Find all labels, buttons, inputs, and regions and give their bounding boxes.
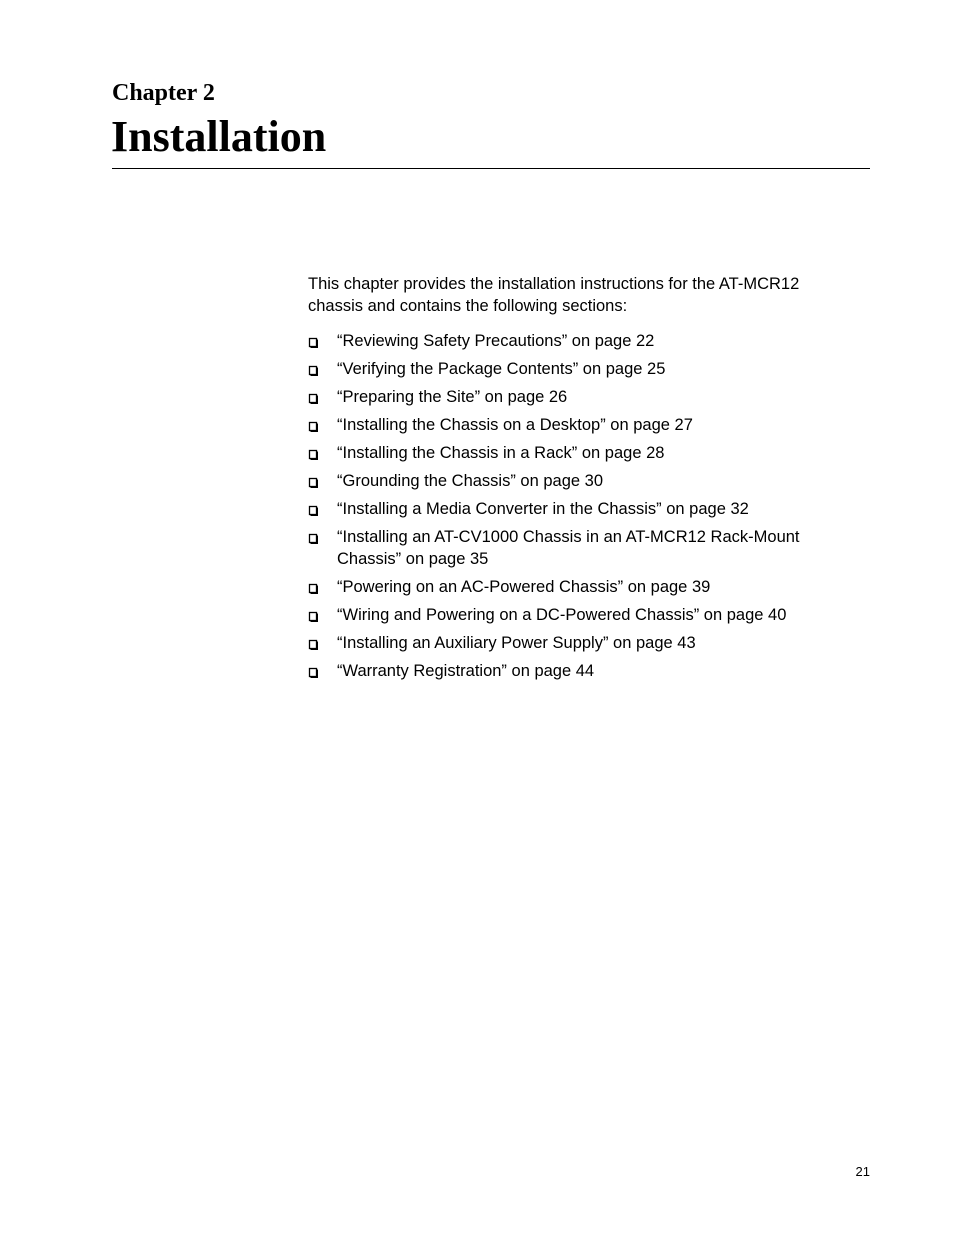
section-list-item[interactable] [308,633,848,655]
section-list-item[interactable] [308,415,848,437]
section-link-text[interactable]: “Reviewing Safety Precautions” on page 22 [337,332,655,350]
checkbox-icon [308,533,319,544]
section-list-item[interactable] [308,661,848,683]
checkbox-icon [308,505,319,516]
chapter-label: Chapter 2 [112,80,215,106]
section-list-item[interactable] [308,443,848,465]
section-list-item[interactable] [308,331,848,353]
intro-paragraph: This chapter provides the installation instructions for the AT-MCR12 chassis and contains the following sections: [308,275,800,315]
checkbox-icon [308,365,319,376]
section-link-text[interactable]: “Preparing the Site” on page 26 [337,388,568,406]
checkbox-icon [308,449,319,460]
section-list-item[interactable] [308,359,848,381]
section-link-text[interactable]: “Grounding the Chassis” on page 30 [337,472,603,490]
section-link-text[interactable]: “Installing an Auxiliary Power Supply” on page 43 [337,633,696,652]
section-list-item[interactable] [308,577,848,599]
checkbox-icon [308,393,319,404]
section-list-item[interactable] [308,605,848,627]
chapter-title: Installation [111,112,327,161]
section-list-item[interactable] [308,527,848,570]
section-link-text[interactable]: “Warranty Registration” on page 44 [337,661,595,680]
checkbox-icon [308,667,319,678]
section-list [308,331,848,682]
checkbox-icon [308,611,319,622]
page-number: 21 [855,1164,870,1179]
checkbox-icon [308,639,319,650]
section-link-text[interactable]: “Verifying the Package Contents” on page 25 [337,360,666,378]
section-link-text[interactable]: “Installing an AT-CV1000 Chassis in an AT-MCR12 Rack-Mount Chassis” on page 35 [337,528,800,568]
section-link-text[interactable]: “Installing a Media Converter in the Chassis” on page 32 [337,500,749,518]
chapter-body [308,274,848,689]
checkbox-icon [308,337,319,348]
checkbox-icon [308,477,319,488]
checkbox-icon [308,583,319,594]
section-list-item[interactable] [308,471,848,493]
section-list-item[interactable] [308,387,848,409]
section-link-text[interactable]: “Installing the Chassis in a Rack” on page 28 [337,444,665,462]
checkbox-icon [308,421,319,432]
section-list-item[interactable] [308,499,848,521]
section-link-text[interactable]: “Powering on an AC-Powered Chassis” on page 39 [337,577,711,596]
title-divider [112,168,870,169]
section-link-text[interactable]: “Installing the Chassis on a Desktop” on page 27 [337,416,693,434]
section-link-text[interactable]: “Wiring and Powering on a DC-Powered Chassis” on page 40 [337,605,787,624]
